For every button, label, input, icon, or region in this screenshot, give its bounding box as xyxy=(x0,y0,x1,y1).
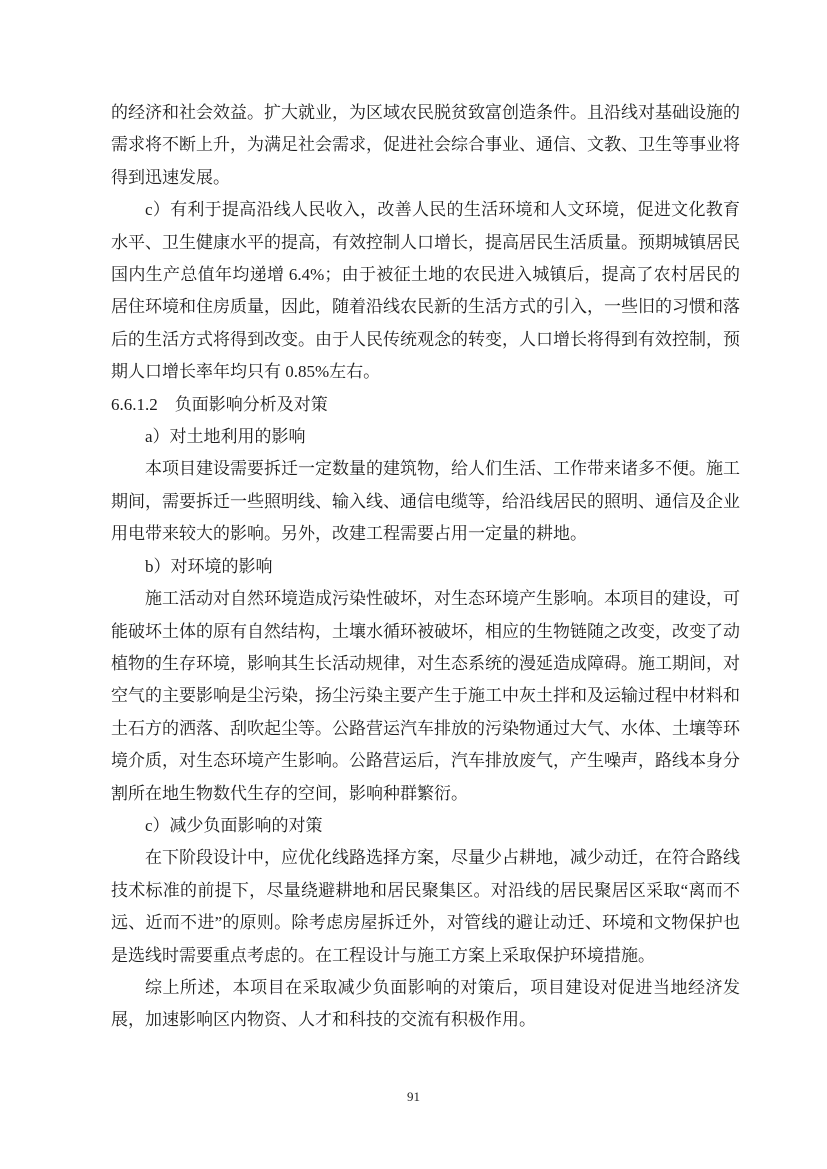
paragraph-benefit-c: c）有利于提高沿线人民收入，改善人民的生活环境和人文环境，促进文化教育水平、卫生健康水平的提高，有效控制人口增长，提高居民生活质量。预期城镇居民国内生产总值年均递增 6.4%；由于被征土地的农民进入城镇后，提高了农村居民的居住环境和住房质量，因此，随着沿线农民新的生活方式的引入，一些旧的习惯和落后的生活方式将得到改变。由于人民传统观念的转变，人口增长将得到有效控制，预期人口增长率年均只有 0.85%左右。 xyxy=(111,200,740,382)
section-heading: 6.6.1.2 负面影响分析及对策 xyxy=(111,394,328,414)
page-footer xyxy=(0,1088,827,1106)
page-number: 91 xyxy=(407,1089,420,1104)
page-body xyxy=(111,97,740,1037)
subheading-c-countermeasures: c）减少负面影响的对策 xyxy=(145,815,323,835)
paragraph-conclusion: 综上所述，本项目在采取减少负面影响的对策后，项目建设对促进当地经济发展，加速影响区内物资、人才和科技的交流有积极作用。 xyxy=(111,977,740,1030)
paragraph-countermeasures: 在下阶段设计中，应优化线路选择方案，尽量少占耕地，减少动迁，在符合路线技术标准的前提下，尽量绕避耕地和居民聚集区。对沿线的居民聚居区采取“离而不远、近而不进”的原则。除考虑房屋拆迁外，对管线的避让动迁、环境和文物保护也是选线时需要重点考虑的。在工程设计与施工方案上采取保护环境措施。 xyxy=(111,848,740,965)
paragraph-continuation: 的经济和社会效益。扩大就业，为区域农民脱贫致富创造条件。且沿线对基础设施的需求将不断上升，为满足社会需求，促进社会综合事业、通信、文教、卫生等事业将得到迅速发展。 xyxy=(111,103,740,187)
subheading-a-land-use: a）对土地利用的影响 xyxy=(145,427,306,447)
paragraph-land-use: 本项目建设需要拆迁一定数量的建筑物，给人们生活、工作带来诸多不便。施工期间，需要拆迁一些照明线、输入线、通信电缆等，给沿线居民的照明、通信及企业用电带来较大的影响。另外，改建工程需要占用一定量的耕地。 xyxy=(111,459,740,544)
paragraph-environment: 施工活动对自然环境造成污染性破坏，对生态环境产生影响。本项目的建设，可能破坏土体的原有自然结构，土壤水循环被破坏，相应的生物链随之改变，改变了动植物的生存环境，影响其生长活动规律，对生态系统的漫延造成障碍。施工期间，对空气的主要影响是尘污染，扬尘污染主要产生于施工中灰土拌和及运输过程中材料和土石方的洒落、刮吹起尘等。公路营运汽车排放的污染物通过大气、水体、土壤等环境介质，对生态环境产生影响。公路营运后，汽车排放废气，产生噪声，路线本身分割所在地生物数代生存的空间，影响种群繁衍。 xyxy=(111,589,740,803)
subheading-b-environment: b）对环境的影响 xyxy=(145,556,273,576)
